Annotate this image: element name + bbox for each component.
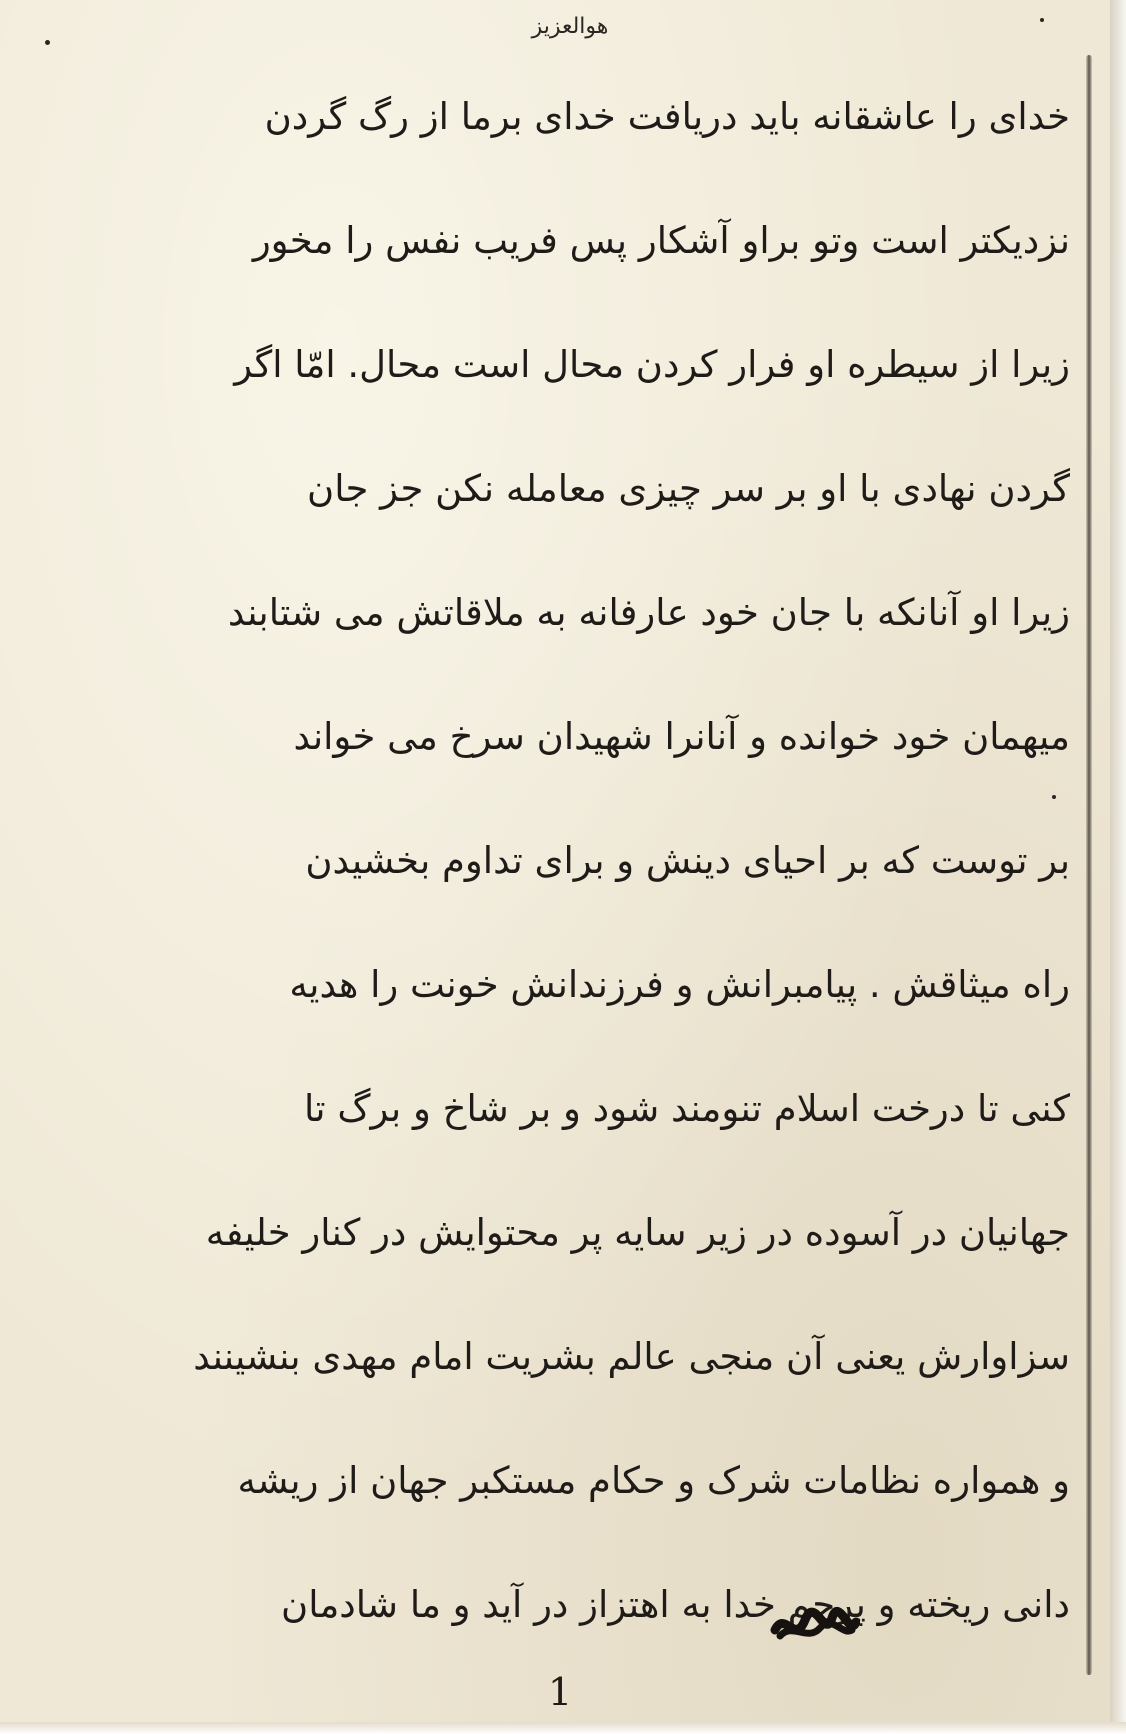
text-line: میهمان خود خوانده و آنانرا شهیدان سرخ می خواند (293, 715, 1070, 758)
handwritten-text (40, 55, 1070, 1667)
margin-line (1086, 55, 1092, 1675)
text-line: سزاوارش یعنی آن منجی عالم بشریت امام مهدی بنشینند (193, 1335, 1070, 1378)
ink-speck (45, 40, 50, 45)
text-line: خدای را عاشقانه باید دریافت خدای برما از رگ گردن (264, 95, 1070, 138)
text-line: و همواره نظامات شرک و حکام مستکبر جهان از ریشه (237, 1459, 1070, 1502)
ink-scribble (770, 1600, 860, 1650)
text-line: کنی تا درخت اسلام تنومند شود و بر شاخ و برگ تا (304, 1087, 1070, 1130)
text-line: زیرا او آنانکه با جان خود عارفانه به ملاقاتش می شتابند (227, 591, 1070, 634)
paper-right-edge (1110, 0, 1126, 1734)
text-line: راه میثاقش . پیامبرانش و فرزندانش خونت را هدیه (289, 963, 1070, 1006)
text-line: نزدیکتر است وتو براو آشکار پس فریب نفس را مخور (252, 219, 1070, 262)
text-line: زیرا از سیطره او فرار کردن محال است محال. امّا اگر (234, 343, 1070, 386)
page-number: 1 (548, 1670, 573, 1714)
text-line: گردن نهادی با او بر سر چیزی معامله نکن جز جان (307, 467, 1070, 510)
ink-speck (1052, 795, 1056, 799)
ink-speck (1040, 18, 1044, 22)
text-line: بر توست که بر احیای دینش و برای تداوم بخشیدن (305, 839, 1070, 882)
paper-bottom-edge (0, 1722, 1126, 1734)
text-line: دانی ریخته و پرچم خدا به اهتزاز در آید و ما شادمان (281, 1583, 1070, 1626)
page-header: هوالعزیز (531, 14, 609, 39)
text-line: جهانیان در آسوده در زیر سایه پر محتوایش در کنار خلیفه (205, 1211, 1070, 1254)
